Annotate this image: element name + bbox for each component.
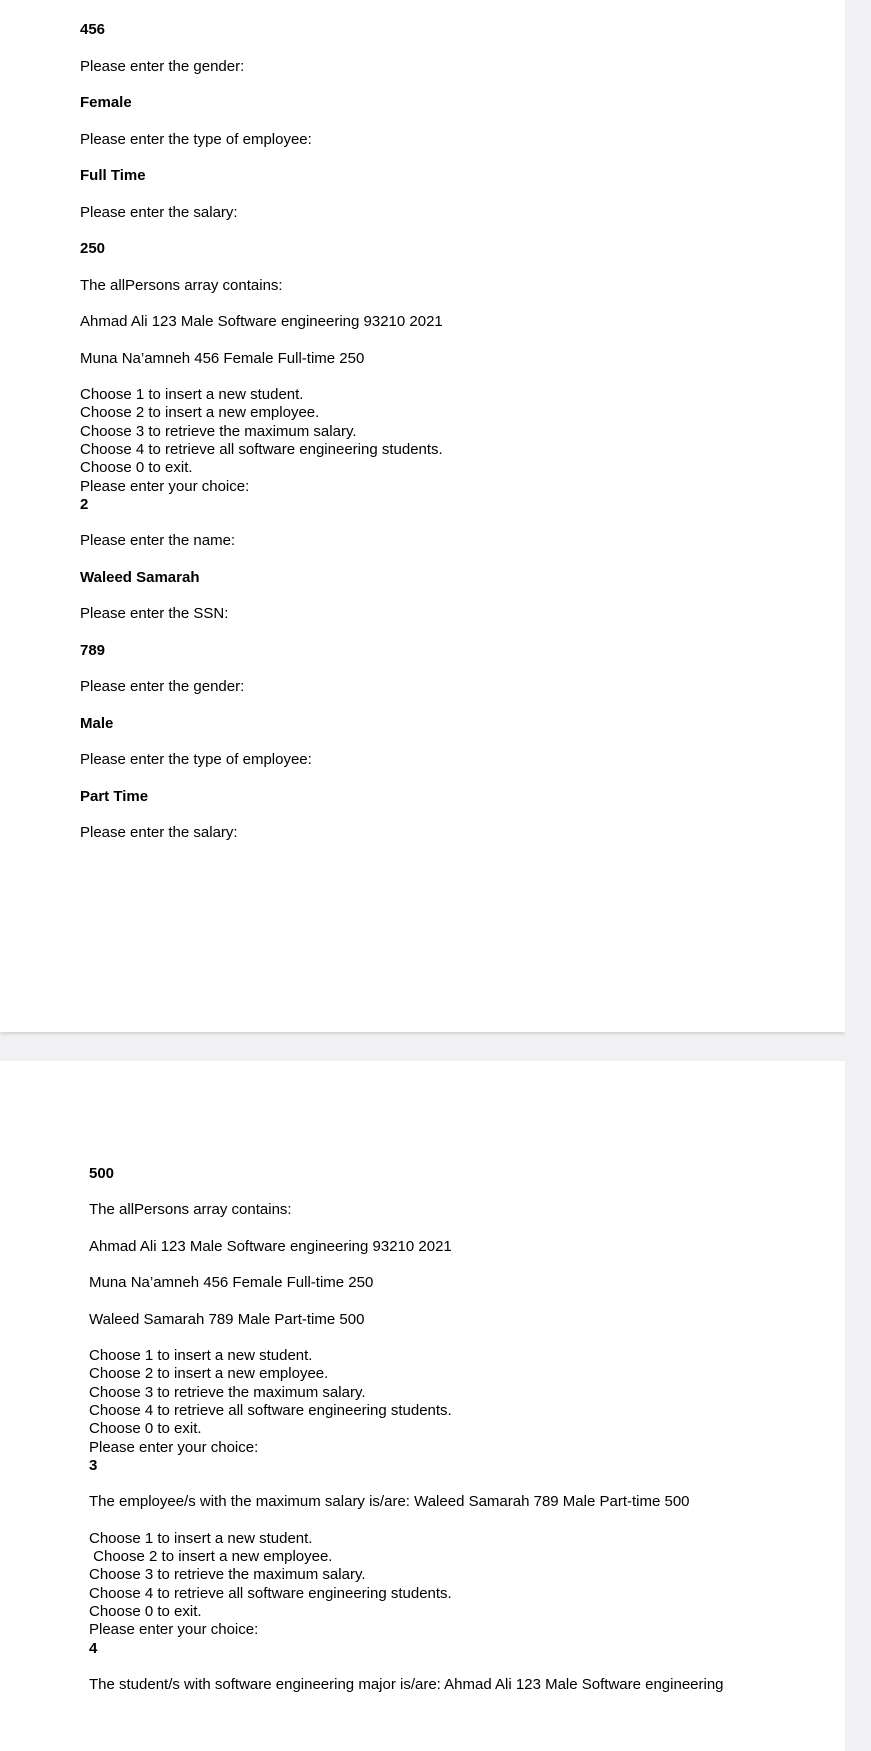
menu-line: Choose 3 to retrieve the maximum salary. bbox=[89, 1566, 366, 1583]
output-line: Please enter the name: bbox=[80, 532, 236, 549]
output-line: Ahmad Ali 123 Male Software engineering 93210 2021 bbox=[89, 1238, 452, 1255]
user-input: Waleed Samarah bbox=[80, 569, 200, 586]
output-line: 250 bbox=[80, 240, 106, 257]
menu-line: Choose 0 to exit. bbox=[89, 1420, 202, 1437]
scroll-gutter bbox=[845, 0, 871, 1751]
document-page-2 bbox=[0, 1061, 845, 1751]
user-input: 3 bbox=[89, 1457, 98, 1474]
user-input: 4 bbox=[89, 1640, 98, 1657]
output-line: Muna Na’amneh 456 Female Full-time 250 bbox=[80, 350, 365, 367]
output-line: Please enter the salary: bbox=[80, 824, 238, 841]
menu-line: Please enter your choice: bbox=[80, 478, 250, 495]
output-line: 456 bbox=[80, 21, 106, 38]
user-input: Male bbox=[80, 715, 114, 732]
menu-line: Choose 2 to insert a new employee. bbox=[89, 1548, 333, 1565]
output-line: Please enter the salary: bbox=[80, 204, 238, 221]
menu-line: Choose 4 to retrieve all software engineering students. bbox=[89, 1402, 452, 1419]
output-line: Please enter the type of employee: bbox=[80, 131, 312, 148]
menu-line: Choose 1 to insert a new student. bbox=[89, 1347, 313, 1364]
output-line: The employee/s with the maximum salary is/are: Waleed Samarah 789 Male Part-time 500 bbox=[89, 1493, 690, 1510]
menu-line: Choose 4 to retrieve all software engineering students. bbox=[89, 1585, 452, 1602]
user-input: Part Time bbox=[80, 788, 149, 805]
output-line: Please enter the type of employee: bbox=[80, 751, 312, 768]
menu-line: Choose 1 to insert a new student. bbox=[89, 1530, 313, 1547]
menu-line: Please enter your choice: bbox=[89, 1621, 259, 1638]
output-line: The allPersons array contains: bbox=[80, 277, 283, 294]
user-input: 2 bbox=[80, 496, 89, 513]
output-line: Please enter the gender: bbox=[80, 58, 245, 75]
output-line: Ahmad Ali 123 Male Software engineering 93210 2021 bbox=[80, 313, 443, 330]
menu-line: Choose 3 to retrieve the maximum salary. bbox=[89, 1384, 366, 1401]
menu-line: Choose 2 to insert a new employee. bbox=[80, 404, 320, 421]
output-line: Please enter the gender: bbox=[80, 678, 245, 695]
menu-line: Choose 2 to insert a new employee. bbox=[89, 1365, 329, 1382]
menu-line: Choose 4 to retrieve all software engineering students. bbox=[80, 441, 443, 458]
output-line: Waleed Samarah 789 Male Part-time 500 bbox=[89, 1311, 365, 1328]
menu-line: Choose 0 to exit. bbox=[89, 1603, 202, 1620]
menu-line: Choose 1 to insert a new student. bbox=[80, 386, 304, 403]
output-line: Please enter the SSN: bbox=[80, 605, 229, 622]
menu-line: Choose 3 to retrieve the maximum salary. bbox=[80, 423, 357, 440]
output-line: The allPersons array contains: bbox=[89, 1201, 292, 1218]
user-input: 789 bbox=[80, 642, 106, 659]
user-input: 500 bbox=[89, 1165, 115, 1182]
menu-line: Choose 0 to exit. bbox=[80, 459, 193, 476]
output-line: Female bbox=[80, 94, 132, 111]
output-line: Muna Na’amneh 456 Female Full-time 250 bbox=[89, 1274, 374, 1291]
output-line: The student/s with software engineering major is/are: Ahmad Ali 123 Male Software engineering bbox=[89, 1676, 724, 1693]
menu-line: Please enter your choice: bbox=[89, 1439, 259, 1456]
output-line: Full Time bbox=[80, 167, 146, 184]
